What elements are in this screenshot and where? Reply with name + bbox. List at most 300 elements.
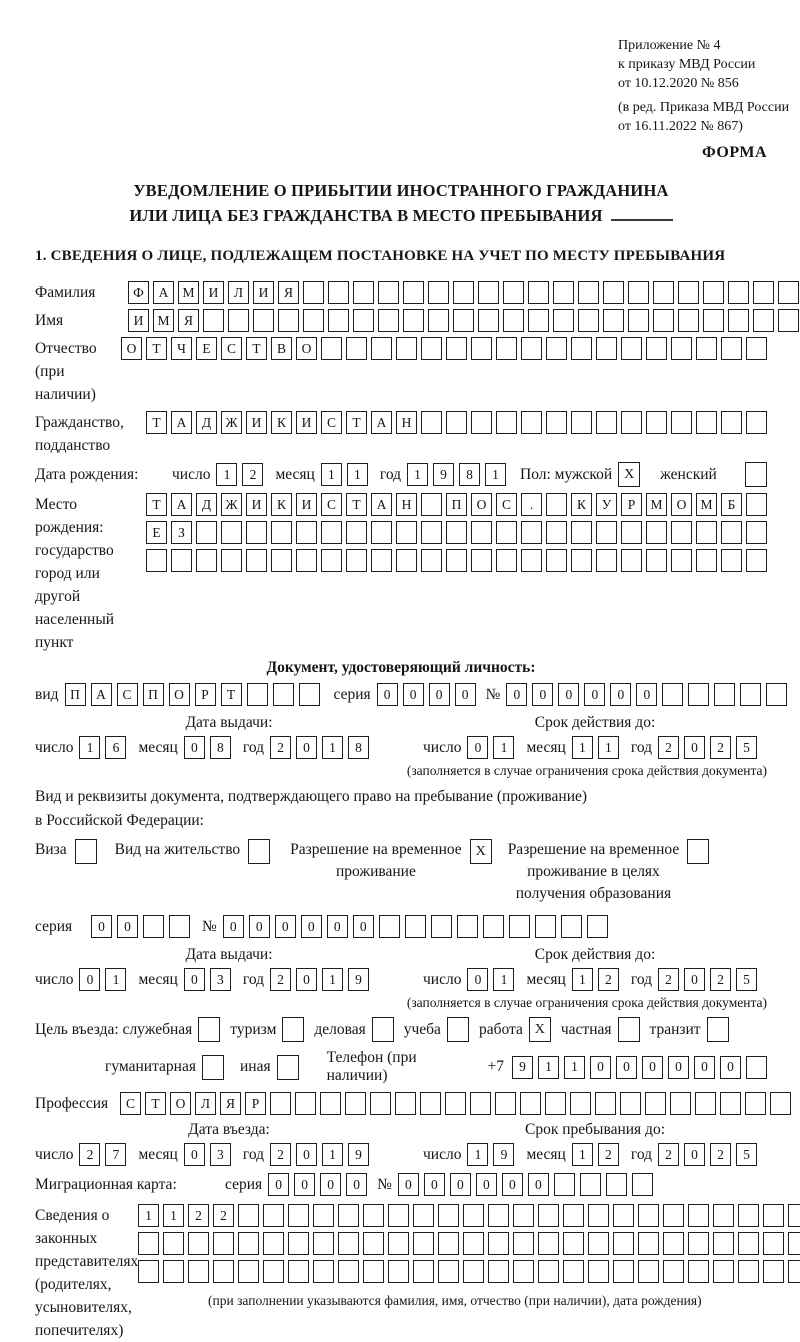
char-cell[interactable]: [788, 1204, 800, 1227]
char-cell[interactable]: [495, 1092, 516, 1115]
char-cell[interactable]: [196, 549, 217, 572]
char-cell[interactable]: О: [296, 337, 317, 360]
char-cell[interactable]: 1: [216, 463, 237, 486]
char-cell[interactable]: [632, 1173, 653, 1196]
char-cell[interactable]: О: [471, 493, 492, 516]
char-cell[interactable]: М: [178, 281, 199, 304]
char-cell[interactable]: [146, 549, 167, 572]
char-cell[interactable]: 0: [642, 1056, 663, 1079]
char-cell[interactable]: [596, 337, 617, 360]
char-cell[interactable]: [546, 337, 567, 360]
char-cell[interactable]: 0: [424, 1173, 445, 1196]
char-cell[interactable]: [746, 1056, 767, 1079]
char-cell[interactable]: П: [446, 493, 467, 516]
char-cell[interactable]: [273, 683, 294, 706]
char-cell[interactable]: [288, 1260, 309, 1283]
char-cell[interactable]: [496, 337, 517, 360]
char-cell[interactable]: 0: [320, 1173, 341, 1196]
char-cell[interactable]: 5: [736, 968, 757, 991]
char-cell[interactable]: [513, 1232, 534, 1255]
char-cell[interactable]: [496, 549, 517, 572]
char-cell[interactable]: [546, 549, 567, 572]
char-cell[interactable]: 0: [294, 1173, 315, 1196]
char-cell[interactable]: [671, 337, 692, 360]
char-cell[interactable]: [421, 521, 442, 544]
char-cell[interactable]: 1: [485, 463, 506, 486]
char-cell[interactable]: [703, 281, 724, 304]
char-cell[interactable]: [338, 1260, 359, 1283]
char-cell[interactable]: Т: [146, 411, 167, 434]
char-cell[interactable]: [278, 309, 299, 332]
char-cell[interactable]: [613, 1260, 634, 1283]
char-cell[interactable]: [238, 1232, 259, 1255]
char-cell[interactable]: С: [321, 411, 342, 434]
char-cell[interactable]: [671, 521, 692, 544]
char-cell[interactable]: [721, 411, 742, 434]
char-cell[interactable]: 1: [572, 1143, 593, 1166]
char-cell[interactable]: А: [171, 493, 192, 516]
char-cell[interactable]: [546, 411, 567, 434]
char-cell[interactable]: [638, 1260, 659, 1283]
char-cell[interactable]: [663, 1232, 684, 1255]
char-cell[interactable]: М: [696, 493, 717, 516]
char-cell[interactable]: [321, 549, 342, 572]
char-cell[interactable]: [603, 281, 624, 304]
char-cell[interactable]: [521, 337, 542, 360]
char-cell[interactable]: 0: [528, 1173, 549, 1196]
char-cell[interactable]: [738, 1232, 759, 1255]
char-cell[interactable]: Т: [346, 493, 367, 516]
char-cell[interactable]: 9: [348, 968, 369, 991]
char-cell[interactable]: [438, 1204, 459, 1227]
char-cell[interactable]: [646, 549, 667, 572]
char-cell[interactable]: [270, 1092, 291, 1115]
char-cell[interactable]: [678, 309, 699, 332]
char-cell[interactable]: 0: [398, 1173, 419, 1196]
char-cell[interactable]: [478, 309, 499, 332]
char-cell[interactable]: [421, 493, 442, 516]
char-cell[interactable]: Я: [178, 309, 199, 332]
char-cell[interactable]: 0: [506, 683, 527, 706]
char-cell[interactable]: Н: [396, 493, 417, 516]
char-cell[interactable]: 1: [163, 1204, 184, 1227]
char-cell[interactable]: 0: [532, 683, 553, 706]
char-cell[interactable]: 1: [538, 1056, 559, 1079]
char-cell[interactable]: [713, 1232, 734, 1255]
char-cell[interactable]: [688, 1232, 709, 1255]
char-cell[interactable]: [503, 309, 524, 332]
char-cell[interactable]: [521, 549, 542, 572]
char-cell[interactable]: П: [65, 683, 86, 706]
char-cell[interactable]: [238, 1204, 259, 1227]
temp-permit-checkbox[interactable]: X: [470, 839, 492, 864]
char-cell[interactable]: 0: [694, 1056, 715, 1079]
char-cell[interactable]: [746, 411, 767, 434]
char-cell[interactable]: [303, 309, 324, 332]
char-cell[interactable]: [378, 309, 399, 332]
char-cell[interactable]: [653, 309, 674, 332]
char-cell[interactable]: [546, 493, 567, 516]
char-cell[interactable]: 1: [493, 736, 514, 759]
char-cell[interactable]: [163, 1260, 184, 1283]
char-cell[interactable]: [413, 1260, 434, 1283]
char-cell[interactable]: К: [571, 493, 592, 516]
char-cell[interactable]: 0: [353, 915, 374, 938]
char-cell[interactable]: 1: [322, 1143, 343, 1166]
char-cell[interactable]: О: [170, 1092, 191, 1115]
char-cell[interactable]: [538, 1232, 559, 1255]
char-cell[interactable]: [621, 521, 642, 544]
char-cell[interactable]: [763, 1260, 784, 1283]
char-cell[interactable]: 3: [210, 968, 231, 991]
char-cell[interactable]: [463, 1260, 484, 1283]
char-cell[interactable]: О: [169, 683, 190, 706]
char-cell[interactable]: С: [321, 493, 342, 516]
char-cell[interactable]: 0: [610, 683, 631, 706]
char-cell[interactable]: 0: [249, 915, 270, 938]
char-cell[interactable]: Р: [195, 683, 216, 706]
char-cell[interactable]: [646, 411, 667, 434]
char-cell[interactable]: [663, 1204, 684, 1227]
char-cell[interactable]: 0: [403, 683, 424, 706]
char-cell[interactable]: [587, 915, 608, 938]
char-cell[interactable]: [405, 915, 426, 938]
char-cell[interactable]: [496, 411, 517, 434]
char-cell[interactable]: .: [521, 493, 542, 516]
char-cell[interactable]: 0: [467, 968, 488, 991]
char-cell[interactable]: [553, 309, 574, 332]
char-cell[interactable]: [328, 281, 349, 304]
char-cell[interactable]: [678, 281, 699, 304]
char-cell[interactable]: [396, 521, 417, 544]
char-cell[interactable]: Т: [246, 337, 267, 360]
char-cell[interactable]: [753, 309, 774, 332]
char-cell[interactable]: А: [371, 411, 392, 434]
char-cell[interactable]: [346, 337, 367, 360]
char-cell[interactable]: [763, 1232, 784, 1255]
char-cell[interactable]: [563, 1204, 584, 1227]
char-cell[interactable]: Т: [221, 683, 242, 706]
char-cell[interactable]: 1: [105, 968, 126, 991]
char-cell[interactable]: Е: [146, 521, 167, 544]
char-cell[interactable]: [321, 337, 342, 360]
char-cell[interactable]: 9: [512, 1056, 533, 1079]
char-cell[interactable]: [271, 521, 292, 544]
char-cell[interactable]: 1: [322, 736, 343, 759]
char-cell[interactable]: [438, 1232, 459, 1255]
sex-male-checkbox[interactable]: X: [618, 462, 640, 487]
char-cell[interactable]: 1: [347, 463, 368, 486]
char-cell[interactable]: [303, 281, 324, 304]
char-cell[interactable]: [696, 337, 717, 360]
char-cell[interactable]: И: [296, 493, 317, 516]
char-cell[interactable]: 2: [598, 1143, 619, 1166]
char-cell[interactable]: [396, 549, 417, 572]
char-cell[interactable]: 0: [450, 1173, 471, 1196]
char-cell[interactable]: [403, 309, 424, 332]
char-cell[interactable]: [328, 309, 349, 332]
char-cell[interactable]: 2: [270, 736, 291, 759]
char-cell[interactable]: [638, 1232, 659, 1255]
char-cell[interactable]: О: [671, 493, 692, 516]
char-cell[interactable]: [213, 1232, 234, 1255]
char-cell[interactable]: [228, 309, 249, 332]
char-cell[interactable]: [413, 1232, 434, 1255]
char-cell[interactable]: [588, 1260, 609, 1283]
char-cell[interactable]: [247, 683, 268, 706]
char-cell[interactable]: [563, 1260, 584, 1283]
char-cell[interactable]: [646, 521, 667, 544]
char-cell[interactable]: [238, 1260, 259, 1283]
char-cell[interactable]: К: [271, 493, 292, 516]
char-cell[interactable]: [296, 549, 317, 572]
char-cell[interactable]: [606, 1173, 627, 1196]
char-cell[interactable]: 2: [710, 736, 731, 759]
char-cell[interactable]: [535, 915, 556, 938]
char-cell[interactable]: Л: [228, 281, 249, 304]
char-cell[interactable]: [446, 337, 467, 360]
char-cell[interactable]: [538, 1204, 559, 1227]
char-cell[interactable]: [338, 1232, 359, 1255]
char-cell[interactable]: [271, 549, 292, 572]
char-cell[interactable]: 0: [296, 1143, 317, 1166]
char-cell[interactable]: [778, 281, 799, 304]
char-cell[interactable]: 0: [184, 736, 205, 759]
char-cell[interactable]: И: [246, 411, 267, 434]
char-cell[interactable]: [696, 549, 717, 572]
char-cell[interactable]: Ж: [221, 411, 242, 434]
char-cell[interactable]: Ф: [128, 281, 149, 304]
char-cell[interactable]: [613, 1232, 634, 1255]
char-cell[interactable]: [263, 1232, 284, 1255]
char-cell[interactable]: Т: [146, 493, 167, 516]
char-cell[interactable]: [714, 683, 735, 706]
char-cell[interactable]: Д: [196, 493, 217, 516]
char-cell[interactable]: [253, 309, 274, 332]
char-cell[interactable]: [578, 281, 599, 304]
char-cell[interactable]: [246, 521, 267, 544]
char-cell[interactable]: [671, 411, 692, 434]
char-cell[interactable]: [688, 1260, 709, 1283]
residence-permit-checkbox[interactable]: [248, 839, 270, 864]
char-cell[interactable]: [446, 521, 467, 544]
char-cell[interactable]: 7: [105, 1143, 126, 1166]
char-cell[interactable]: [378, 281, 399, 304]
char-cell[interactable]: [621, 337, 642, 360]
char-cell[interactable]: [353, 309, 374, 332]
char-cell[interactable]: [203, 309, 224, 332]
char-cell[interactable]: 8: [348, 736, 369, 759]
purpose-other-checkbox[interactable]: [277, 1055, 299, 1080]
char-cell[interactable]: [496, 521, 517, 544]
char-cell[interactable]: [746, 337, 767, 360]
char-cell[interactable]: И: [296, 411, 317, 434]
char-cell[interactable]: [321, 521, 342, 544]
char-cell[interactable]: [188, 1232, 209, 1255]
char-cell[interactable]: 0: [184, 1143, 205, 1166]
char-cell[interactable]: [371, 549, 392, 572]
char-cell[interactable]: [788, 1232, 800, 1255]
char-cell[interactable]: [513, 1260, 534, 1283]
char-cell[interactable]: 0: [684, 736, 705, 759]
char-cell[interactable]: С: [496, 493, 517, 516]
char-cell[interactable]: 1: [321, 463, 342, 486]
char-cell[interactable]: [379, 915, 400, 938]
purpose-humanitarian-checkbox[interactable]: [202, 1055, 224, 1080]
char-cell[interactable]: К: [271, 411, 292, 434]
char-cell[interactable]: И: [128, 309, 149, 332]
char-cell[interactable]: [763, 1204, 784, 1227]
char-cell[interactable]: О: [121, 337, 142, 360]
char-cell[interactable]: [221, 521, 242, 544]
char-cell[interactable]: [703, 309, 724, 332]
char-cell[interactable]: 2: [213, 1204, 234, 1227]
char-cell[interactable]: [296, 521, 317, 544]
char-cell[interactable]: [353, 281, 374, 304]
char-cell[interactable]: 2: [710, 1143, 731, 1166]
char-cell[interactable]: [471, 337, 492, 360]
char-cell[interactable]: [463, 1232, 484, 1255]
char-cell[interactable]: [538, 1260, 559, 1283]
char-cell[interactable]: 9: [348, 1143, 369, 1166]
char-cell[interactable]: Л: [195, 1092, 216, 1115]
char-cell[interactable]: [169, 915, 190, 938]
char-cell[interactable]: [363, 1260, 384, 1283]
char-cell[interactable]: [720, 1092, 741, 1115]
char-cell[interactable]: [778, 309, 799, 332]
char-cell[interactable]: [421, 411, 442, 434]
char-cell[interactable]: [395, 1092, 416, 1115]
char-cell[interactable]: [571, 411, 592, 434]
char-cell[interactable]: [620, 1092, 641, 1115]
char-cell[interactable]: [740, 683, 761, 706]
char-cell[interactable]: Н: [396, 411, 417, 434]
char-cell[interactable]: 2: [270, 1143, 291, 1166]
char-cell[interactable]: [580, 1173, 601, 1196]
char-cell[interactable]: И: [253, 281, 274, 304]
sex-female-checkbox[interactable]: [745, 462, 767, 487]
char-cell[interactable]: Т: [146, 337, 167, 360]
char-cell[interactable]: [728, 281, 749, 304]
char-cell[interactable]: [613, 1204, 634, 1227]
char-cell[interactable]: [628, 309, 649, 332]
char-cell[interactable]: 0: [184, 968, 205, 991]
char-cell[interactable]: [457, 915, 478, 938]
char-cell[interactable]: [696, 411, 717, 434]
char-cell[interactable]: 0: [558, 683, 579, 706]
char-cell[interactable]: 2: [658, 968, 679, 991]
char-cell[interactable]: [313, 1260, 334, 1283]
char-cell[interactable]: [483, 915, 504, 938]
char-cell[interactable]: [431, 915, 452, 938]
char-cell[interactable]: 1: [79, 736, 100, 759]
char-cell[interactable]: С: [117, 683, 138, 706]
char-cell[interactable]: [653, 281, 674, 304]
purpose-study-checkbox[interactable]: [447, 1017, 469, 1042]
char-cell[interactable]: [263, 1260, 284, 1283]
char-cell[interactable]: [313, 1204, 334, 1227]
char-cell[interactable]: [403, 281, 424, 304]
char-cell[interactable]: Т: [346, 411, 367, 434]
char-cell[interactable]: 8: [459, 463, 480, 486]
char-cell[interactable]: А: [91, 683, 112, 706]
char-cell[interactable]: [463, 1204, 484, 1227]
char-cell[interactable]: 0: [117, 915, 138, 938]
char-cell[interactable]: [671, 549, 692, 572]
char-cell[interactable]: 0: [636, 683, 657, 706]
char-cell[interactable]: [421, 549, 442, 572]
char-cell[interactable]: [388, 1204, 409, 1227]
char-cell[interactable]: [370, 1092, 391, 1115]
char-cell[interactable]: [628, 281, 649, 304]
char-cell[interactable]: [421, 337, 442, 360]
char-cell[interactable]: [138, 1260, 159, 1283]
char-cell[interactable]: 0: [455, 683, 476, 706]
char-cell[interactable]: [570, 1092, 591, 1115]
char-cell[interactable]: 2: [598, 968, 619, 991]
char-cell[interactable]: [213, 1260, 234, 1283]
char-cell[interactable]: [420, 1092, 441, 1115]
char-cell[interactable]: [646, 337, 667, 360]
char-cell[interactable]: [471, 411, 492, 434]
char-cell[interactable]: [746, 549, 767, 572]
purpose-private-checkbox[interactable]: [618, 1017, 640, 1042]
char-cell[interactable]: [521, 411, 542, 434]
char-cell[interactable]: [721, 337, 742, 360]
char-cell[interactable]: [188, 1260, 209, 1283]
temp-permit-education-checkbox[interactable]: [687, 839, 709, 864]
char-cell[interactable]: 8: [210, 736, 231, 759]
char-cell[interactable]: [695, 1092, 716, 1115]
char-cell[interactable]: [621, 549, 642, 572]
purpose-official-checkbox[interactable]: [198, 1017, 220, 1042]
char-cell[interactable]: [471, 521, 492, 544]
char-cell[interactable]: 0: [377, 683, 398, 706]
char-cell[interactable]: [288, 1232, 309, 1255]
char-cell[interactable]: [746, 521, 767, 544]
char-cell[interactable]: М: [153, 309, 174, 332]
char-cell[interactable]: И: [203, 281, 224, 304]
char-cell[interactable]: [728, 309, 749, 332]
char-cell[interactable]: 0: [268, 1173, 289, 1196]
char-cell[interactable]: [438, 1260, 459, 1283]
char-cell[interactable]: [563, 1232, 584, 1255]
char-cell[interactable]: [520, 1092, 541, 1115]
char-cell[interactable]: [363, 1232, 384, 1255]
char-cell[interactable]: [488, 1232, 509, 1255]
char-cell[interactable]: [345, 1092, 366, 1115]
char-cell[interactable]: [371, 521, 392, 544]
char-cell[interactable]: [746, 493, 767, 516]
purpose-work-checkbox[interactable]: X: [529, 1017, 551, 1042]
char-cell[interactable]: В: [271, 337, 292, 360]
char-cell[interactable]: 1: [598, 736, 619, 759]
char-cell[interactable]: [603, 309, 624, 332]
char-cell[interactable]: [471, 549, 492, 572]
char-cell[interactable]: [788, 1260, 800, 1283]
char-cell[interactable]: [338, 1204, 359, 1227]
char-cell[interactable]: [346, 549, 367, 572]
char-cell[interactable]: 0: [590, 1056, 611, 1079]
char-cell[interactable]: [428, 309, 449, 332]
char-cell[interactable]: 2: [658, 736, 679, 759]
char-cell[interactable]: М: [646, 493, 667, 516]
char-cell[interactable]: [396, 337, 417, 360]
char-cell[interactable]: Е: [196, 337, 217, 360]
char-cell[interactable]: [721, 521, 742, 544]
char-cell[interactable]: [554, 1173, 575, 1196]
char-cell[interactable]: 0: [684, 968, 705, 991]
